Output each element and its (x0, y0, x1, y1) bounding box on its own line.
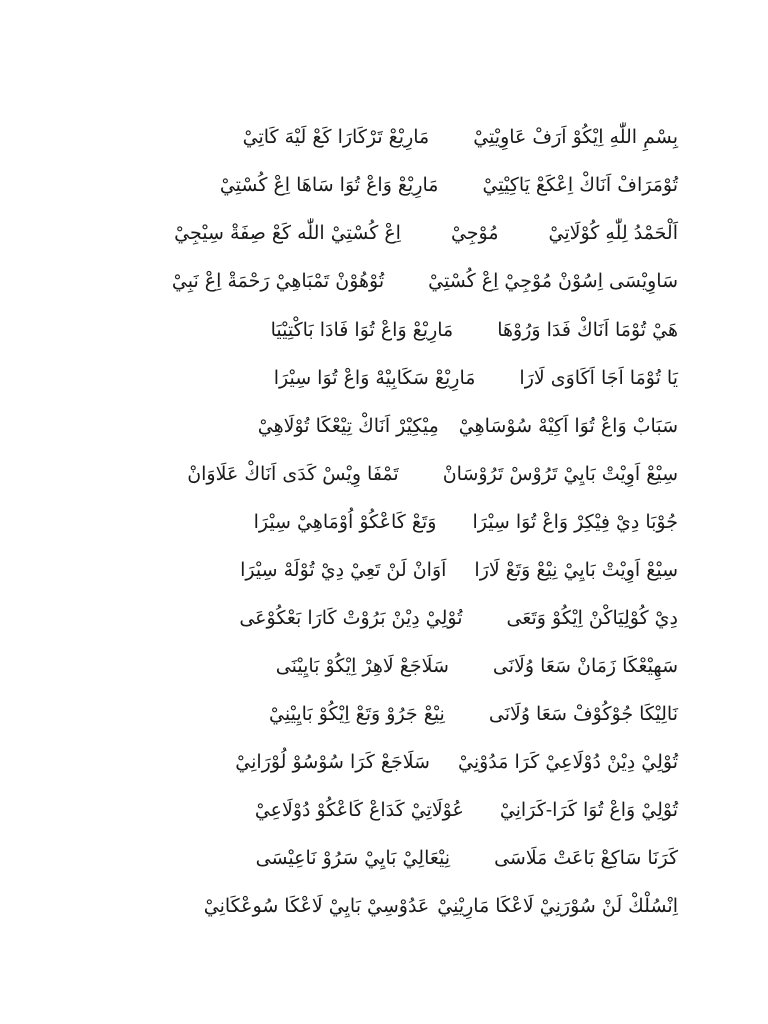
verse-hemistich-left: عَدُوْسِيْ بَايِيْ لَاعْكَا سُوعْكَانِيْ (203, 895, 430, 917)
verse-hemistich-right: تُوْمَرَافْ اَنَاكْ اِعْكَعْ يَاكِيْتِيْ (482, 174, 678, 196)
verse-hemistich-left: مَارِيْعْ سَكَابِيْهْ وَاعْ تُوَا سِيْرَا (273, 367, 476, 389)
verse-hemistich-right: جُوْبَا دِيْ فِيْكِرْ وَاعْ تُوَا سِيْرَا (472, 511, 678, 533)
verse-hemistich-right: نَالِيْكَا جُوْكُوْفْ سَعَا وُلَانَى (488, 703, 678, 725)
verse-hemistich-right: سَهِيْعْكَا زَمَانْ سَعَا وُلَانَى (492, 655, 678, 677)
verse-line (243, 128, 678, 147)
verse-line (172, 272, 678, 291)
verse-hemistich-left: عُوْلَاتِيْ كَدَاعْ كَاعْكُوْ دُوْلَاعِيْ (254, 799, 464, 821)
verse-hemistich-left: نِيْعْ جَرُوْ وَتَعْ اِيْكُوْ بَايِيْنِيْ (269, 703, 445, 725)
verse-line (255, 801, 678, 820)
verse-hemistich-left: اَوَانْ لَنْ تَعِيْ دِيْ تُوْلَهْ سِيْرَا (240, 559, 447, 581)
verse-hemistich-right: سِيْعْ اَوِيْتْ بَايِيْ تَرُوْسْ تَرُوْسَانْ (442, 463, 678, 485)
verse-hemistich-left: مُوْجِيْ (450, 222, 499, 244)
verse-line (254, 513, 678, 532)
verse-line (274, 369, 678, 388)
verse-hemistich-left: تُوْهُوْنْ تَمْبَاهِيْ رَحْمَةْ اِعْ نَبِيْ (171, 270, 385, 292)
verse-hemistich-left: مِيْكِيْرْ اَنَاكْ تِيْعْكَا تُوْلَاهِيْ (257, 415, 439, 437)
verse-hemistich-right: تُوْلِيْ دِيْنْ دُوْلَاعِيْ كَرَا مَدُوْنِيْ (457, 751, 678, 773)
verse-line (174, 224, 678, 243)
verse-line (256, 849, 678, 868)
verse-hemistich-left: سَلَاجَعْ كَرَا سُوْسُوْ لُوْرَانِيْ (235, 751, 430, 773)
verse-hemistich-right: بِسْمِ اللّٰهِ اِيْكُوْ اَرَفْ عَاوِيْتِيْ (473, 126, 678, 148)
verse-hemistich-extra: اِعْ كُسْتِيْ اللّٰه كَعْ صِفَةْ سِيْجِيْ (174, 222, 401, 244)
verse-line (258, 417, 678, 436)
verse-line (235, 753, 678, 772)
verse-line (187, 465, 678, 484)
verse-hemistich-right: يَا تُوْمَا اَجَا اَكَاوَى لَارَا (519, 367, 678, 389)
verse-hemistich-left: مَارِيْعْ تَرْكَارَا كَعْ لَيْهَ كَاتِيْ (242, 126, 430, 148)
verse-line (269, 705, 678, 724)
verse-line (204, 897, 678, 916)
verse-hemistich-left: مَارِيْعْ وَاعْ تُوَا سَاهَا اِعْ كُسْتِيْ (219, 174, 439, 196)
verse-line (276, 657, 678, 676)
verse-hemistich-right: سَاوِيْسَى اِسُوْنْ مُوْجِيْ اِعْ كُسْتِيْ (428, 270, 678, 292)
verse-hemistich-left: سَلَاجَعْ لَاهِرْ اِيْكُوْ بَايِيْنَى (275, 655, 449, 677)
verse-hemistich-right: كَرَنَا سَاكِعْ بَاعَتْ مَلَاسَى (494, 847, 678, 869)
verse-hemistich-left: تَمْفَا وِيْسْ كَدَى اَنَاكْ عَلَاوَانْ (187, 463, 399, 485)
verse-hemistich-right: سَبَابْ وَاعْ تُوَا اَكِيْهْ سُوْسَاهِيْ (458, 415, 678, 437)
verse-hemistich-right: تُوْلِيْ وَاعْ تُوَا كَرَا-كَرَانِيْ (499, 799, 678, 821)
verse-hemistich-right: دِيْ كُوْلِيَاكْنْ اِيْكُوْ وَتَعَى (506, 607, 678, 629)
verse-hemistich-right: اِنْسُلْكْ لَنْ سُوْرَنِيْ لَاعْكَا مَارِيْنِيْ (437, 895, 678, 917)
verse-line (271, 321, 678, 340)
verse-hemistich-right: اَلْحَمْدُ لِلّٰهِ كُوْلَاتِيْ (548, 222, 678, 244)
verse-line (239, 609, 678, 628)
verse-hemistich-left: وَتَعْ كَاعْكُوْ اُوْمَاهِيْ سِيْرَا (253, 511, 437, 533)
verse-hemistich-left: مَارِيْعْ وَاعْ تُوَا فَادَا بَاكْتِيْيَا (270, 319, 454, 341)
verse-hemistich-right: سِيْعْ اَوِيْتْ بَايِيْ نِيْعْ وَتَعْ لَارَا (474, 559, 678, 581)
verse-line (220, 176, 678, 195)
verse-line (240, 561, 678, 580)
verse-hemistich-left: تُوْلِيْ دِيْنْ بَرُوْتْ كَارَا بَعْكُوْعَى (239, 607, 463, 629)
verse-hemistich-left: نِيْعَالِيْ بَايِيْ سَرُوْ نَاعِيْسَى (255, 847, 451, 869)
verse-hemistich-right: هَيْ تُوْمَا اَنَاكْ فَدَا وَرُوْهَا (497, 319, 678, 341)
